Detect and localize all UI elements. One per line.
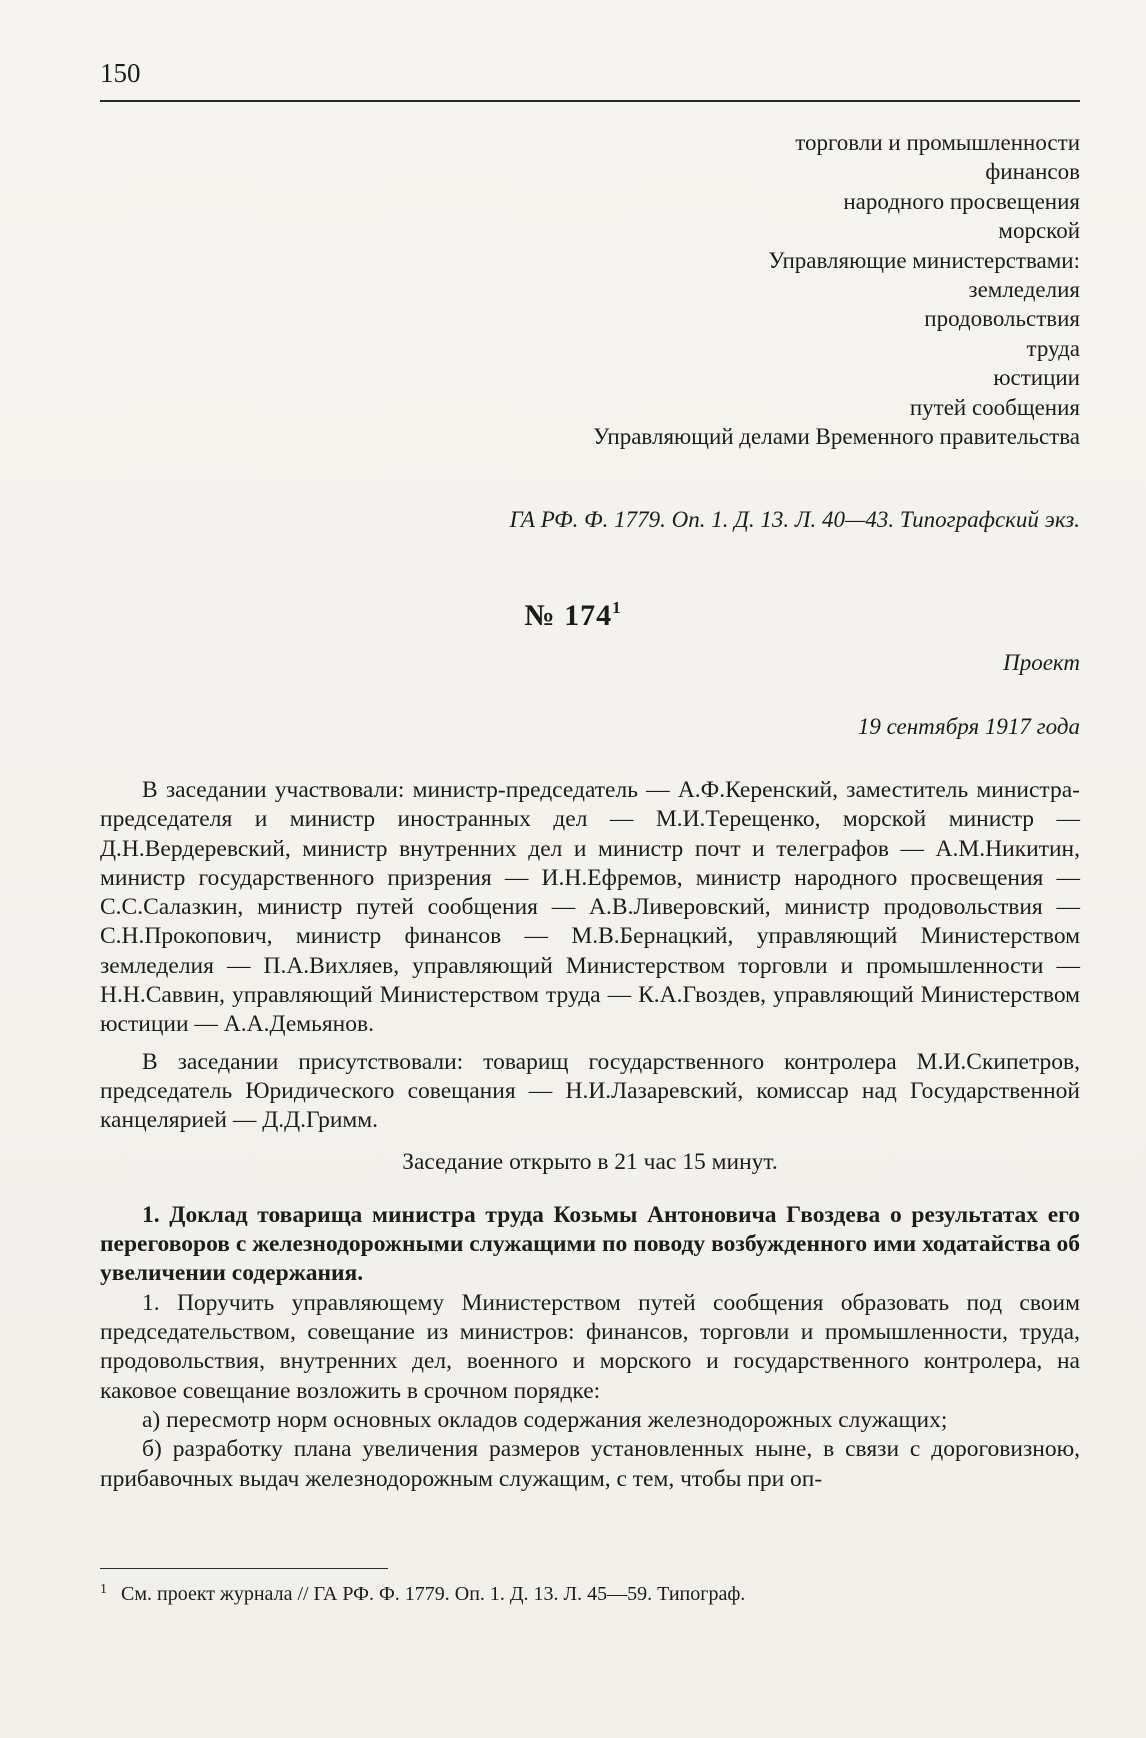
list-item: земледелия xyxy=(968,277,1080,303)
participants-paragraph: В заседании участвовали: министр-председатель — А.Ф.Керенский, заместитель министра-председателя и министр иностранных дел — М.И.Терещенко, морской министр — Д.Н.Вердеревский, министр внутренних дел и министр почт и телеграфов — А.М.Никитин, министр государственного призрения — И.Н.Ефремов, министр народного просвещения — С.С.Салазкин, министр путей сообщения — А.В.Ливеровский, министр продовольствия — С.Н.Прокопович, министр финансов — М.В.Бернацкий, управляющий Министерством земледелия — П.А.Вихляев, управляющий Министерством торговли и промышленности — Н.Н.Саввин, управляющий Министерством труда — К.А.Гвоздев, управляющий Министерством юстиции — А.А.Демьянов. xyxy=(100,777,1080,1038)
list-item: торговли и промышленности xyxy=(795,130,1080,155)
resolution-subitem: а) пересмотр норм основных окладов содержания железнодорожных служащих; xyxy=(142,1406,948,1433)
session-opened: Заседание открыто в 21 час 15 минут. xyxy=(402,1148,778,1175)
list-item: Управляющий делами Временного правительства xyxy=(593,424,1080,450)
header-rule xyxy=(100,100,1080,102)
list-item: народного просвещения xyxy=(843,188,1080,214)
footnote-number: 1 xyxy=(100,1582,107,1597)
archive-reference: ГА РФ. Ф. 1779. Оп. 1. Д. 13. Л. 40—43. Типографский экз. xyxy=(509,507,1080,532)
footnote-mark: 1 xyxy=(612,598,622,617)
list-item: Управляющие министерствами: xyxy=(768,247,1080,273)
resolution-subitem: б) разработку плана увеличения размеров установленных ныне, в связи с дороговизною, прибавочных выдач железнодорожным служащим, с тем, чтобы при оп- xyxy=(100,1436,1080,1492)
footnote xyxy=(100,1582,1080,1606)
footnote-rule xyxy=(100,1568,388,1569)
list-item: продовольствия xyxy=(924,306,1080,332)
document-number-text: № 174 xyxy=(524,599,613,632)
list-item: юстиции xyxy=(993,365,1080,391)
document-number xyxy=(0,598,1146,633)
signatories-list xyxy=(180,128,1080,451)
document-body xyxy=(100,776,1080,1494)
document-date: 19 сентября 1917 года xyxy=(857,714,1080,739)
section-title: 1. Доклад товарища министра труда Козьмы Антоновича Гвоздева о результатах его переговоров с железнодорожными служащими по поводу возбужденного ими ходатайства об увеличении содержания. xyxy=(100,1201,1080,1287)
list-item: морской xyxy=(998,218,1080,244)
footnote-text: См. проект журнала // ГА РФ. Ф. 1779. Оп. 1. Д. 13. Л. 45—59. Типограф. xyxy=(121,1583,746,1605)
list-item: труда xyxy=(1026,335,1080,361)
list-item: финансов xyxy=(985,159,1080,185)
present-paragraph: В заседании присутствовали: товарищ государственного контролера М.И.Скипетров, председатель Юридического совещания — Н.И.Лазаревский, комиссар над Государственной канцелярией — Д.Д.Гримм. xyxy=(100,1048,1080,1134)
draft-label: Проект xyxy=(1003,650,1080,675)
page-number: 150 xyxy=(100,58,141,88)
list-item: путей сообщения xyxy=(909,394,1080,420)
resolution-item: 1. Поручить управляющему Министерством путей сообщения образовать под своим председательством, совещание из министров: финансов, торговли и промышленности, труда, продовольствия, внутренних дел, военного и морского и государственного контролера, на каковое совещание возложить в срочном порядке: xyxy=(100,1289,1080,1404)
